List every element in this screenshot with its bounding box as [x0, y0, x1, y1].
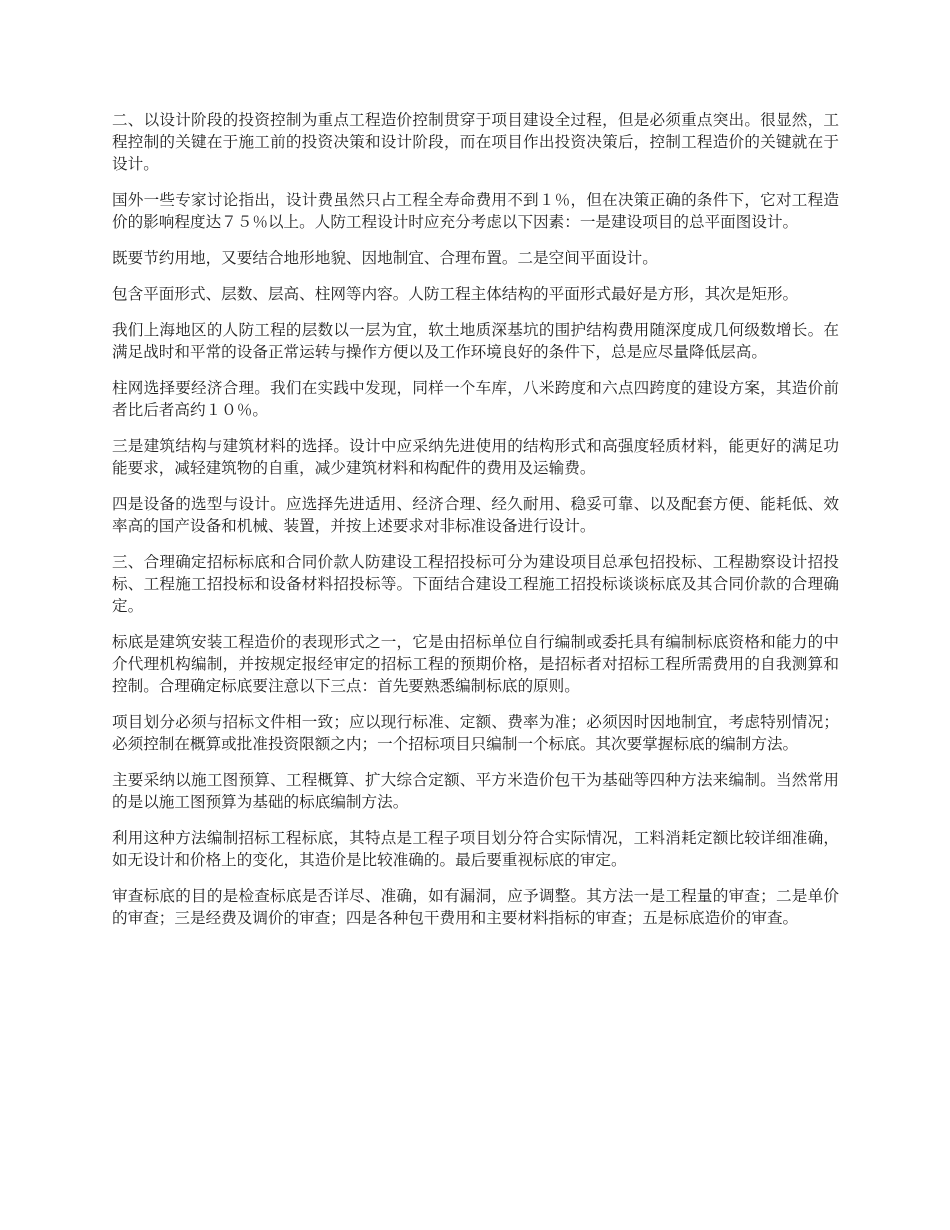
- paragraph: 我们上海地区的人防工程的层数以一层为宜，软土地质深基坑的围护结构费用随深度成几何级数增长。在满足战时和平常的设备正常运转与操作方便以及工作环境良好的条件下，总是应尽量降低层高。: [112, 320, 839, 361]
- paragraph: 既要节约用地，又要结合地形地貌、因地制宜、合理布置。二是空间平面设计。: [112, 249, 658, 268]
- paragraph: 国外一些专家讨论指出，设计费虽然只占工程全寿命费用不到１％，但在决策正确的条件下，它对工程造价的影响程度达７５％以上。人防工程设计时应充分考虑以下因素：一是建设项目的总平面图设计。: [112, 191, 839, 232]
- paragraph: 主要采纳以施工图预算、工程概算、扩大综合定额、平方米造价包干为基础等四种方法来编制。当然常用的是以施工图预算为基础的标底编制方法。: [112, 771, 839, 812]
- paragraph: 二、以设计阶段的投资控制为重点工程造价控制贯穿于项目建设全过程，但是必须重点突出。很显然，工程控制的关键在于施工前的投资决策和设计阶段，而在项目作出投资决策后，控制工程造价的关键就在于设计。: [112, 111, 839, 174]
- paragraph: 柱网选择要经济合理。我们在实践中发现，同样一个车库，八米跨度和六点四跨度的建设方案，其造价前者比后者高约１０％。: [112, 378, 839, 419]
- paragraph: 包含平面形式、层数、层高、柱网等内容。人防工程主体结构的平面形式最好是方形，其次是矩形。: [112, 285, 799, 303]
- paragraph: 三是建筑结构与建筑材料的选择。设计中应采纳先进使用的结构形式和高强度轻质材料，能更好的满足功能要求，减轻建筑物的自重，减少建筑材料和构配件的费用及运输费。: [112, 436, 839, 477]
- paragraph: 审查标底的目的是检查标底是否详尽、准确，如有漏洞，应予调整。其方法一是工程量的审查；二是单价的审查；三是经费及调价的审查；四是各种包干费用和主要材料指标的审查；五是标底造价的审查。: [112, 887, 839, 928]
- paragraph: 利用这种方法编制招标工程标底，其特点是工程子项目划分符合实际情况，工料消耗定额比较详细准确，如无设计和价格上的变化，其造价是比较准确的。最后要重视标底的审定。: [112, 829, 839, 870]
- paragraph: 项目划分必须与招标文件相一致；应以现行标准、定额、费率为准；必须因时因地制宜，考虑特别情况；必须控制在概算或批准投资限额之内；一个招标项目只编制一个标底。其次要掌握标底的编制方法。: [112, 713, 839, 754]
- paragraph: 四是设备的选型与设计。应选择先进适用、经济合理、经久耐用、稳妥可靠、以及配套方便、能耗低、效率高的国产设备和机械、装置，并按上述要求对非标准设备进行设计。: [112, 494, 839, 535]
- paragraph: 三、合理确定招标标底和合同价款人防建设工程招投标可分为建设项目总承包招投标、工程勘察设计招投标、工程施工招投标和设备材料招投标等。下面结合建设工程施工招投标谈谈标底及其合同价款的合理确定。: [112, 552, 839, 616]
- document-body: [112, 109, 839, 943]
- paragraph: 标底是建筑安装工程造价的表现形式之一，它是由招标单位自行编制或委托具有编制标底资格和能力的中介代理机构编制，并按规定报经审定的招标工程的预期价格，是招标者对招标工程所需费用的自我测算和控制。合理确定标底要注意以下三点：首先要熟悉编制标底的原则。: [112, 633, 839, 696]
